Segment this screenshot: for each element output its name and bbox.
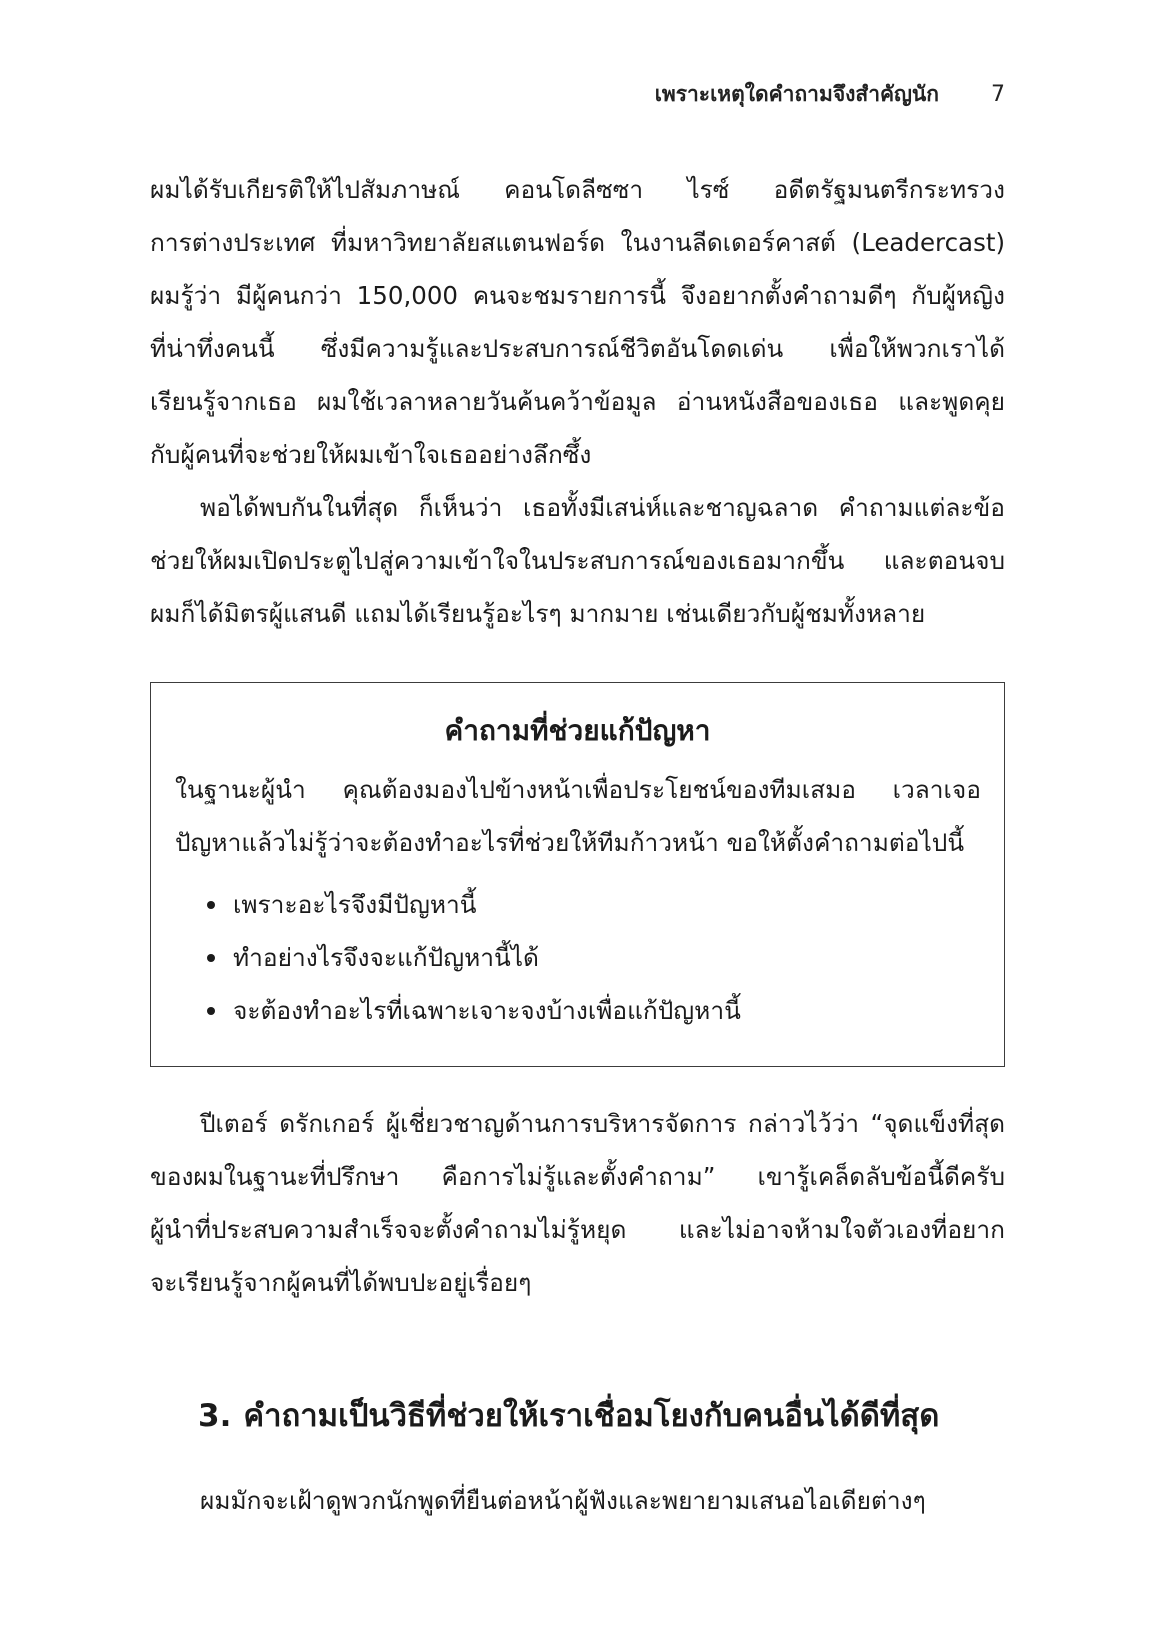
bullet-item <box>207 878 741 931</box>
tip-box-title: คำถามที่ช่วยแก้ปัญหา <box>444 714 711 747</box>
section-heading <box>198 1393 1005 1439</box>
text-line: กับผู้คนที่จะช่วยให้ผมเข้าใจเธออย่างลึกซึ้ง <box>150 440 592 469</box>
text-line: เรียนรู้จากเธอ ผมใช้เวลาหลายวันค้นคว้าข้อมูล อ่านหนังสือของเธอ และพูดคุย <box>150 387 1005 416</box>
text-line: ผมได้รับเกียรติให้ไปสัมภาษณ์ คอนโดลีซซา ไรซ์ อดีตรัฐมนตรีกระทรวง <box>150 175 1005 204</box>
text-line: พอได้พบกันในที่สุด ก็เห็นว่า เธอทั้งมีเสน่ห์และชาญฉลาด คำถามแต่ละข้อ <box>200 493 1005 522</box>
page-number: 7 <box>991 81 1005 107</box>
section-title: คำถามเป็นวิธีที่ช่วยให้เราเชื่อมโยงกับคนอื่นได้ดีที่สุด <box>243 1398 940 1434</box>
paragraph-4: ผมมักจะเฝ้าดูพวกนักพูดที่ยืนต่อหน้าผู้ฟังและพยายามเสนอไอเดียต่างๆ <box>200 1486 926 1515</box>
text-line: ปีเตอร์ ดรักเกอร์ ผู้เชี่ยวชาญด้านการบริหารจัดการ กล่าวไว้ว่า “จุดแข็งที่สุด <box>200 1109 1005 1138</box>
bullet-text: เพราะอะไรจึงมีปัญหานี้ <box>233 890 477 919</box>
text-line: ผมก็ได้มิตรผู้แสนดี แถมได้เรียนรู้อะไรๆ มากมาย เช่นเดียวกับผู้ชมทั้งหลาย <box>150 599 926 628</box>
text-line: ในฐานะผู้นำ คุณต้องมองไปข้างหน้าเพื่อประโยชน์ของทีมเสมอ เวลาเจอ <box>175 775 981 804</box>
text-line: จะเรียนรู้จากผู้คนที่ได้พบปะอยู่เรื่อยๆ <box>150 1268 532 1297</box>
bullet-dot-icon <box>207 1007 215 1015</box>
paragraph-1 <box>150 163 1005 481</box>
text-line: ช่วยให้ผมเปิดประตูไปสู่ความเข้าใจในประสบการณ์ของเธอมากขึ้น และตอนจบ <box>150 546 1005 575</box>
text-line: ปัญหาแล้วไม่รู้ว่าจะต้องทำอะไรที่ช่วยให้ทีมก้าวหน้า ขอให้ตั้งคำถามต่อไปนี้ <box>175 828 965 857</box>
paragraph-3 <box>150 1097 1005 1309</box>
bullet-item <box>207 931 741 984</box>
text-line: ผู้นำที่ประสบความสำเร็จจะตั้งคำถามไม่รู้หยุด และไม่อาจห้ามใจตัวเองที่อยาก <box>150 1215 1005 1244</box>
bullet-dot-icon <box>207 954 215 962</box>
text-line: การต่างประเทศ ที่มหาวิทยาลัยสแตนฟอร์ด ในงานลีดเดอร์คาสต์ (Leadercast) <box>150 228 1005 257</box>
chapter-title: เพราะเหตุใดคำถามจึงสำคัญนัก <box>654 81 939 106</box>
text-line: ที่น่าทึ่งคนนี้ ซึ่งมีความรู้และประสบการณ์ชีวิตอันโดดเด่น เพื่อให้พวกเราได้ <box>150 334 1005 363</box>
bullet-item <box>207 984 741 1037</box>
tip-box <box>150 682 1005 1067</box>
text-line: ของผมในฐานะที่ปรึกษา คือการไม่รู้และตั้งคำถาม” เขารู้เคล็ดลับข้อนี้ดีครับ <box>150 1162 1005 1191</box>
section-number: 3. <box>198 1398 232 1434</box>
tip-box-text <box>175 763 981 869</box>
bullet-text: ทำอย่างไรจึงจะแก้ปัญหานี้ได้ <box>233 943 539 972</box>
paragraph-2 <box>150 481 1005 640</box>
bullet-text: จะต้องทำอะไรที่เฉพาะเจาะจงบ้างเพื่อแก้ปัญหานี้ <box>233 996 741 1025</box>
text-line: ผมรู้ว่า มีผู้คนกว่า 150,000 คนจะชมรายการนี้ จึงอยากตั้งคำถามดีๆ กับผู้หญิง <box>150 281 1005 310</box>
bullet-dot-icon <box>207 901 215 909</box>
running-header <box>600 76 1005 112</box>
tip-box-bullets <box>207 878 741 1037</box>
